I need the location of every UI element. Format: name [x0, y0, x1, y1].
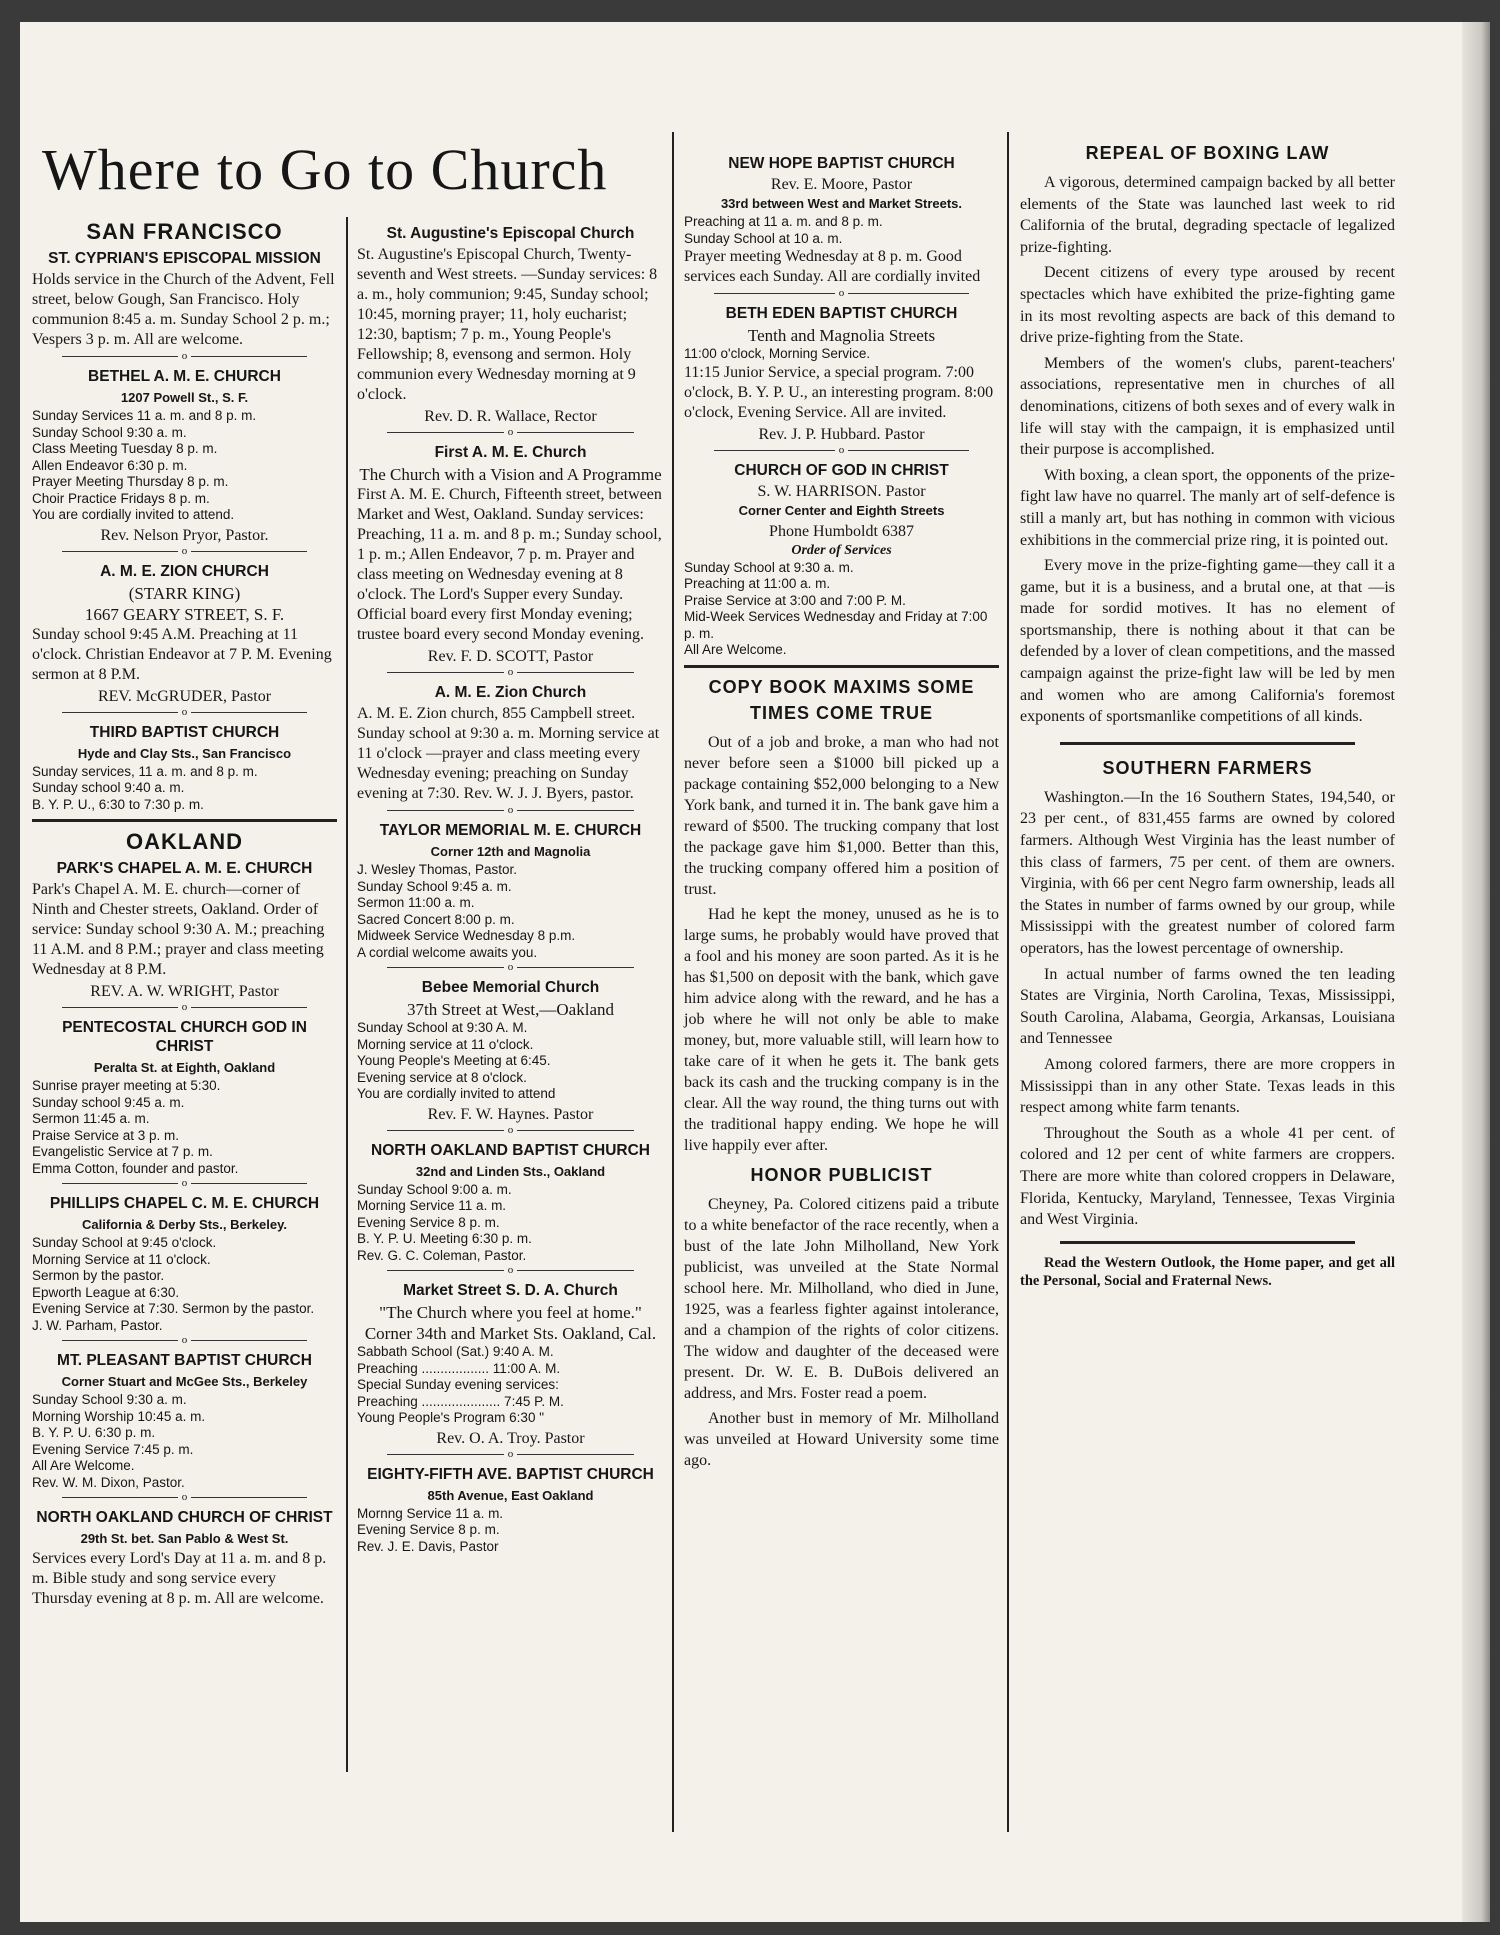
- column-2: [357, 220, 664, 1561]
- service-line: Park's Chapel A. M. E. church—corner of Ninth and Chester streets, Oakland. Order of service: Sunday school 9:30 A. M.; preaching 11 A.M. and 8 P.M.; prayer and class meeting Wednesday at 8 P.M.: [32, 881, 325, 978]
- article-paragraph: Washington.—In the 16 Southern States, 194,540, or 23 per cent., of 831,455 farms are owned by colored farmers. Although West Virginia has the least number of this class of farmers, 75 per cent. of them are owners. Virginia, with 66 per cent Negro farm ownership, leads all the States in number of farms owned by our group, while Mississippi with the greatest number of colored farm operators, has the lowest percentage of ownership.: [1020, 788, 1395, 957]
- listing-separator: [387, 1447, 634, 1461]
- service-line: Sunday School at 9:30 A. M.: [357, 1020, 528, 1035]
- promo-text: Read the Western Outlook, the Home paper, and get all the Personal, Social and Fraternal News.: [1020, 1254, 1395, 1289]
- church-listing: [32, 367, 337, 545]
- service-line: Preaching .................. 11:00 A. M.: [357, 1360, 561, 1376]
- church-listing: [357, 1281, 664, 1448]
- service-line: Evening Service at 7:30. Sermon by the pastor.: [32, 1301, 315, 1316]
- church-subtitle: (STARR KING): [128, 583, 241, 603]
- listing-separator: [62, 1001, 307, 1014]
- service-line: All Are Welcome.: [684, 642, 787, 657]
- article-headline: COPY BOOK MAXIMS SOME TIMES COME TRUE: [708, 676, 975, 723]
- service-line: Prayer Meeting Thursday 8 p. m.: [32, 474, 229, 489]
- church-listing: [684, 461, 999, 659]
- service-line: Rev. G. C. Coleman, Pastor.: [357, 1247, 527, 1263]
- column-rule: [1007, 132, 1009, 1832]
- service-line: J. Wesley Thomas, Pastor.: [357, 862, 518, 877]
- church-name: EIGHTY-FIFTH AVE. BAPTIST CHURCH: [367, 1465, 654, 1483]
- church-listing: [357, 1141, 664, 1265]
- church-name: BETHEL A. M. E. CHURCH: [88, 368, 281, 385]
- church-subtitle: Tenth and Magnolia Streets: [747, 326, 936, 345]
- pastor-name: Rev. F. D. SCOTT, Pastor: [427, 648, 594, 665]
- service-line: Sermon 11:45 a. m.: [32, 1111, 150, 1126]
- article-paragraph: Decent citizens of every type aroused by recent spectacles which have exhibited the prize-fighting game in its most revolting aspects are back of this demand to drive prize-fighting from the State.: [1020, 264, 1395, 347]
- service-line: A cordial welcome awaits you.: [357, 944, 538, 960]
- church-name: ST. CYPRIAN'S EPISCOPAL MISSION: [48, 250, 321, 267]
- service-line: Holds service in the Church of the Advent, Fell street, below Gough, San Francisco. Holy communion 8:45 a. m. Sunday School 2 p. m.; Vespers 3 p. m. All are welcome.: [32, 271, 335, 348]
- separator-ornament: o: [504, 426, 518, 438]
- church-listing: [357, 224, 664, 426]
- church-name: TAYLOR MEMORIAL M. E. CHURCH: [379, 822, 642, 839]
- church-name: NEW HOPE BAPTIST CHURCH: [728, 155, 955, 172]
- church-address: 32nd and Linden Sts., Oakland: [415, 1163, 606, 1179]
- section-heading-oakland: OAKLAND: [126, 829, 243, 854]
- service-line: Evening Service 8 p. m.: [357, 1522, 500, 1537]
- church-name: A. M. E. ZION CHURCH: [100, 562, 269, 580]
- church-name: St. Augustine's Episcopal Church: [386, 225, 635, 242]
- article-headline: SOUTHERN FARMERS: [1102, 757, 1313, 778]
- phone-number: Phone Humboldt 6387: [769, 522, 914, 540]
- pastor-name: Rev. E. Moore, Pastor: [770, 176, 913, 193]
- separator-ornament: o: [504, 1124, 518, 1136]
- listing-separator: [387, 1264, 634, 1277]
- service-line: St. Augustine's Episcopal Church, Twenty-seventh and West streets. —Sunday services: 8 a. m., holy communion; 9:45, Sunday school; 10:45, morning prayer; 11, holy eucharist; 12:30, baptism; 7 p. m., Young People's Fellowship; 8, evensong and sermon. Holy communion every Wednesday morning at 9 o'clock.: [357, 246, 658, 403]
- service-line: Sunday school 9:40 a. m.: [32, 780, 185, 795]
- separator-ornament: o: [178, 1001, 192, 1013]
- church-listing: [684, 154, 999, 287]
- service-line: Praise Service at 3 p. m.: [32, 1127, 180, 1143]
- separator-ornament: o: [178, 350, 192, 362]
- section-divider: [684, 665, 999, 668]
- church-address: Hyde and Clay Sts., San Francisco: [77, 745, 292, 761]
- listing-separator: [387, 804, 634, 817]
- service-line: Prayer meeting Wednesday at 8 p. m. Good services each Sunday. All are cordially invited: [684, 248, 981, 285]
- service-line: Rev. J. E. Davis, Pastor: [357, 1538, 499, 1554]
- church-subtitle: The Church with a Vision and A Programme: [359, 465, 662, 484]
- service-line: A. M. E. Zion church, 855 Campbell street. Sunday school at 9:30 a. m. Morning service at 11 o'clock —prayer and class meeting every Wednesday evening; preaching on Sunday evening at 7:30. Rev. W. J. J. Byers, pastor.: [357, 705, 660, 802]
- service-line: Rev. W. M. Dixon, Pastor.: [32, 1474, 185, 1490]
- service-line: Epworth League at 6:30.: [32, 1284, 180, 1300]
- section-divider: [1060, 1241, 1355, 1244]
- separator-ornament: o: [178, 1177, 192, 1189]
- listing-separator: [387, 1123, 634, 1137]
- service-line: Preaching at 11:00 a. m.: [684, 576, 831, 591]
- service-line: 11:15 Junior Service, a special program. 7:00 o'clock, B. Y. P. U., an interesting program. 8:00 o'clock, Evening Service. All are invited.: [684, 363, 994, 421]
- pastor-name: Rev. J. P. Hubbard. Pastor: [758, 425, 925, 443]
- service-line: Sunrise prayer meeting at 5:30.: [32, 1078, 221, 1093]
- service-line: Allen Endeavor 6:30 p. m.: [32, 457, 188, 473]
- church-address: California & Derby Sts., Berkeley.: [82, 1217, 287, 1232]
- church-listing: [32, 1018, 337, 1177]
- service-line: Choir Practice Fridays 8 p. m.: [32, 490, 210, 506]
- listing-separator: [62, 1334, 307, 1347]
- church-name: NORTH OAKLAND CHURCH OF CHRIST: [36, 1509, 333, 1526]
- article-paragraph: Another bust in memory of Mr. Milholland was unveiled at Howard University some time ago.: [684, 1409, 999, 1469]
- listing-separator: [62, 350, 307, 363]
- service-line: Class Meeting Tuesday 8 p. m.: [32, 441, 218, 456]
- article-paragraph: Every move in the prize-fighting game—they call it a game, but it is a business, and a brutal one, at that —is made for sordid motives. It has no element of sportsmanship, there is nothing about it that can be defended by a lover of clean competitions, and the massed campaign against the prize-fight law will be led by men and women who are among California's foremost exponents of sportsmanlike competitions of all kinds.: [1020, 557, 1395, 726]
- service-line: Praise Service at 3:00 and 7:00 P. M.: [684, 592, 906, 608]
- service-line: Morning Worship 10:45 a. m.: [32, 1408, 206, 1424]
- separator-ornament: o: [504, 804, 518, 816]
- article-paragraph: With boxing, a clean sport, the opponents of the prize-fight law have no quarrel. The manly art of self-defence is still a manly art, but has nothing in common with vicious exhibitions in the commercial prize ring, it is pointed out.: [1020, 466, 1395, 549]
- article-paragraph: Members of the women's clubs, parent-teachers' associations, representative men in churches of all denominations, citizens of both sexes and of every walk in life will stay with the campaign, it is emphasized until their purpose is accomplished.: [1020, 354, 1396, 459]
- column-1: [32, 212, 337, 1615]
- church-listing: [32, 723, 337, 814]
- church-name: CHURCH OF GOD IN CHRIST: [734, 461, 949, 479]
- service-line: Services every Lord's Day at 11 a. m. and 8 p. m. Bible study and song service every Thursday evening at 8 p. m. All are welcome.: [32, 1550, 327, 1607]
- service-line: Sunday School 9:30 a. m.: [32, 424, 187, 440]
- service-line: Sunday School at 9:45 o'clock.: [32, 1235, 217, 1250]
- separator-ornament: o: [835, 444, 849, 456]
- column-rule: [672, 132, 674, 1832]
- church-listing: [357, 978, 664, 1124]
- service-line: Mornng Service 11 a. m.: [357, 1505, 504, 1521]
- church-listing: [32, 249, 337, 350]
- service-line: Sunday School 9:30 a. m.: [32, 1392, 187, 1407]
- church-listing: [357, 1465, 664, 1556]
- service-line: Sermon by the pastor.: [32, 1268, 165, 1283]
- service-line: Young People's Meeting at 6:45.: [357, 1053, 551, 1068]
- service-line: Sabbath School (Sat.) 9:40 A. M.: [357, 1344, 554, 1359]
- article-paragraph: Out of a job and broke, a man who had not never before seen a $1000 bill picked up a package containing $52,000 belonging to a New York bank, and turned it in. The bank gave him a reward of $500. The trucking company that lost the package gave him $1,000. Better than this, the trucking company offered him a position of trust.: [684, 733, 999, 898]
- service-line: Sunday School 9:00 a. m.: [357, 1181, 512, 1197]
- section-divider: [32, 819, 337, 822]
- service-line: Emma Cotton, founder and pastor.: [32, 1160, 239, 1176]
- pastor-name: Rev. F. W. Haynes. Pastor: [427, 1105, 594, 1123]
- service-line: Sunday Services 11 a. m. and 8 p. m.: [32, 408, 257, 423]
- church-subtitle: "The Church where you feel at home.": [379, 1303, 642, 1322]
- pastor-name: Rev. Nelson Pryor, Pastor.: [100, 526, 269, 544]
- service-line: Evening Service 8 p. m.: [357, 1214, 500, 1230]
- service-line: Young People's Program 6:30 ": [357, 1410, 544, 1425]
- page-edge-shadow: [1462, 22, 1490, 1922]
- church-name: THIRD BAPTIST CHURCH: [89, 723, 280, 741]
- church-name: NORTH OAKLAND BAPTIST CHURCH: [371, 1141, 650, 1159]
- listing-separator: [62, 1177, 307, 1190]
- service-line: Sunday School at 9:30 a. m.: [684, 559, 854, 575]
- listing-separator: [62, 705, 307, 719]
- sf-church-listings: [32, 249, 337, 813]
- listing-separator: [714, 443, 969, 457]
- article-paragraph: Cheyney, Pa. Colored citizens paid a tribute to a white benefactor of the race recently, when a bust of the late John Milholland, New York publicist, was unveiled at the State Normal school here. Mr. Milholland, who died in June, 1925, was a fearless fighter against intolerance, and a champion of the rights of color citizens. The widow and daughter of the deceased were present. Dr. W. E. B. DuBois delivered an address, and Mrs. Foster read a poem.: [684, 1195, 999, 1402]
- column-3-church-listings: [684, 154, 999, 659]
- church-name: MT. PLEASANT BAPTIST CHURCH: [57, 1352, 312, 1369]
- church-listing: [32, 1508, 337, 1609]
- article-headline: REPEAL OF BOXING LAW: [1085, 143, 1330, 163]
- pastor-name: Rev. O. A. Troy. Pastor: [436, 1429, 585, 1447]
- service-line: Morning service at 11 o'clock.: [357, 1036, 534, 1052]
- church-subtitle: 37th Street at West,—Oakland: [407, 1000, 614, 1019]
- separator-ornament: o: [504, 1448, 518, 1460]
- service-line: You are cordially invited to attend: [357, 1086, 556, 1101]
- pastor-name: REV. McGRUDER, Pastor: [97, 687, 272, 705]
- church-listing: [32, 859, 337, 1001]
- listing-separator: [62, 544, 307, 558]
- church-address: 1667 GEARY STREET, S. F.: [84, 604, 285, 624]
- church-address: Corner Center and Eighth Streets: [738, 502, 945, 518]
- church-address: Corner 12th and Magnolia: [430, 844, 591, 859]
- church-listing: [32, 562, 337, 706]
- service-line: Sunday School 9:45 a. m.: [357, 878, 512, 894]
- service-line: Evening service at 8 o'clock.: [357, 1069, 527, 1085]
- article-paragraph: Throughout the South as a whole 41 per cent. of colored and 12 per cent of white farmers are croppers. There are more white than colored croppers in Delaware, Florida, Kentucky, Maryland, Tennessee, Texas Virginia and West Virginia.: [1020, 1124, 1395, 1229]
- section-divider: [1060, 742, 1355, 745]
- article-paragraph: In actual number of farms owned the ten leading States are Virginia, North Carolina, Texas, Mississippi, South Carolina, Alabama, Georgia, Arkansas, Louisiana and Tennessee: [1020, 965, 1395, 1048]
- service-line: Sunday School at 10 a. m.: [684, 230, 843, 246]
- service-line: Morning Service 11 a. m.: [357, 1198, 507, 1213]
- service-line: Sermon 11:00 a. m.: [357, 895, 475, 910]
- church-address: 85th Avenue, East Oakland: [427, 1487, 594, 1503]
- church-listing: [357, 683, 664, 804]
- church-address: Corner 34th and Market Sts. Oakland, Cal.: [364, 1324, 657, 1343]
- article-paragraph: A vigorous, determined campaign backed by all better elements of the State was launched last week to rid California of the brutal, degrading spectacle of legalized prize-fighting.: [1020, 174, 1395, 256]
- separator-ornament: o: [504, 961, 518, 973]
- church-address: 29th St. bet. San Pablo & West St.: [80, 1531, 289, 1546]
- separator-ornament: o: [504, 666, 518, 678]
- service-line: Sunday school 9:45 A.M. Preaching at 11 o'clock. Christian Endeavor at 7 P. M. Evening sermon at 8 P.M.: [32, 625, 332, 683]
- service-line: B. Y. P. U. Meeting 6:30 p. m.: [357, 1231, 532, 1246]
- pastor-name: REV. A. W. WRIGHT, Pastor: [90, 983, 279, 1000]
- church-address: 1207 Powell St., S. F.: [120, 390, 249, 405]
- service-line: 11:00 o'clock, Morning Service.: [684, 346, 871, 361]
- column-rule: [346, 217, 348, 1772]
- promo-notice: [1020, 1254, 1395, 1290]
- listing-separator: [387, 426, 634, 439]
- church-name: A. M. E. Zion Church: [434, 684, 587, 701]
- article-repeal-of-boxing-law: [1020, 140, 1395, 728]
- article-paragraph: Among colored farmers, there are more croppers in Mississippi than in any other State. Texas leads in this respect among white farm tenants.: [1020, 1055, 1395, 1117]
- service-line: Evening Service 7:45 p. m.: [32, 1441, 194, 1457]
- church-listing: [684, 304, 999, 444]
- column-4: [1020, 134, 1395, 1294]
- church-listing: [32, 1194, 337, 1334]
- separator-ornament: o: [835, 287, 849, 299]
- service-line: Midweek Service Wednesday 8 p.m.: [357, 928, 576, 943]
- service-line: B. Y. P. U. 6:30 p. m.: [32, 1425, 156, 1440]
- church-listing: [357, 821, 664, 961]
- article-headline: HONOR PUBLICIST: [750, 1164, 933, 1185]
- service-line: J. W. Parham, Pastor.: [32, 1317, 163, 1333]
- church-name: BETH EDEN BAPTIST CHURCH: [725, 305, 958, 322]
- listing-separator: [387, 961, 634, 974]
- service-line: Preaching ..................... 7:45 P. M.: [357, 1393, 564, 1409]
- separator-ornament: o: [178, 1491, 192, 1503]
- order-of-services: Order of Services: [791, 542, 892, 558]
- listing-separator: [714, 287, 969, 300]
- service-line: All Are Welcome.: [32, 1458, 135, 1473]
- oakland-church-listings: [32, 859, 337, 1609]
- service-line: Sacred Concert 8:00 p. m.: [357, 911, 515, 927]
- church-listing: [357, 443, 664, 666]
- listing-separator: [387, 666, 634, 679]
- service-line: B. Y. P. U., 6:30 to 7:30 p. m.: [32, 796, 204, 812]
- service-line: First A. M. E. Church, Fifteenth street, between Market and West, Oakland. Sunday services: Preaching, 11 a. m. and 8 p. m.; Sunday school, 1 p. m.; Allen Endeavor, 7 p. m. Prayer and class meeting on Wednesday evening at 8 o'clock. The Lord's Supper every Sunday. Official board every first Monday evening; trustee board every second Monday evening.: [357, 486, 662, 643]
- church-name: Bebee Memorial Church: [421, 979, 600, 996]
- separator-ornament: o: [178, 706, 192, 718]
- church-name: Market Street S. D. A. Church: [403, 1282, 618, 1299]
- service-line: Sunday services, 11 a. m. and 8 p. m.: [32, 763, 258, 779]
- article-southern-farmers: [1020, 755, 1395, 1231]
- article-honor-publicist: [684, 1162, 999, 1471]
- article-copy-book-maxims: [684, 674, 999, 1156]
- column-3: [684, 150, 999, 1475]
- church-address: 33rd between West and Market Streets.: [720, 196, 963, 211]
- pastor-name: Rev. D. R. Wallace, Rector: [424, 408, 597, 425]
- service-line: Mid-Week Services Wednesday and Friday at 7:00 p. m.: [684, 609, 988, 641]
- service-line: You are cordially invited to attend.: [32, 507, 235, 522]
- separator-ornament: o: [178, 545, 192, 557]
- separator-ornament: o: [178, 1334, 192, 1346]
- article-paragraph: Had he kept the money, unused as he is to large sums, he probably would have proved that a fool and his money are soon parted. As it is he has $1,500 on deposit with the bank, which gave him advice along with the reward, and he has a job where he will not only be able to make money, but, more valuable still, will learn how to take care of it when he gets it. The bank gets back its cash and the trucking company is in the clear. All the way round, the thing turns out with the traditional happy ending. We hope he will live happily ever after.: [684, 905, 999, 1154]
- church-address: Peralta St. at Eighth, Oakland: [93, 1060, 276, 1075]
- church-name: First A. M. E. Church: [434, 444, 587, 461]
- service-line: Morning Service at 11 o'clock.: [32, 1251, 211, 1267]
- listing-separator: [62, 1491, 307, 1504]
- newspaper-page: [20, 22, 1490, 1922]
- church-address: Corner Stuart and McGee Sts., Berkeley: [61, 1374, 308, 1389]
- service-line: Evangelistic Service at 7 p. m.: [32, 1144, 213, 1159]
- service-line: Special Sunday evening services:: [357, 1377, 559, 1392]
- church-name: PENTECOSTAL CHURCH GOD IN CHRIST: [62, 1019, 307, 1055]
- section-heading-san-francisco: SAN FRANCISCO: [86, 219, 283, 244]
- service-line: Preaching at 11 a. m. and 8 p. m.: [684, 214, 883, 229]
- pastor-name: S. W. HARRISON. Pastor: [757, 482, 926, 500]
- masthead-title: Where to Go to Church: [42, 137, 608, 202]
- church-name: PARK'S CHAPEL A. M. E. CHURCH: [56, 860, 313, 877]
- separator-ornament: o: [504, 1264, 518, 1276]
- church-name: PHILLIPS CHAPEL C. M. E. CHURCH: [49, 1195, 320, 1212]
- service-line: Sunday school 9:45 a. m.: [32, 1094, 185, 1110]
- church-listing: [32, 1351, 337, 1491]
